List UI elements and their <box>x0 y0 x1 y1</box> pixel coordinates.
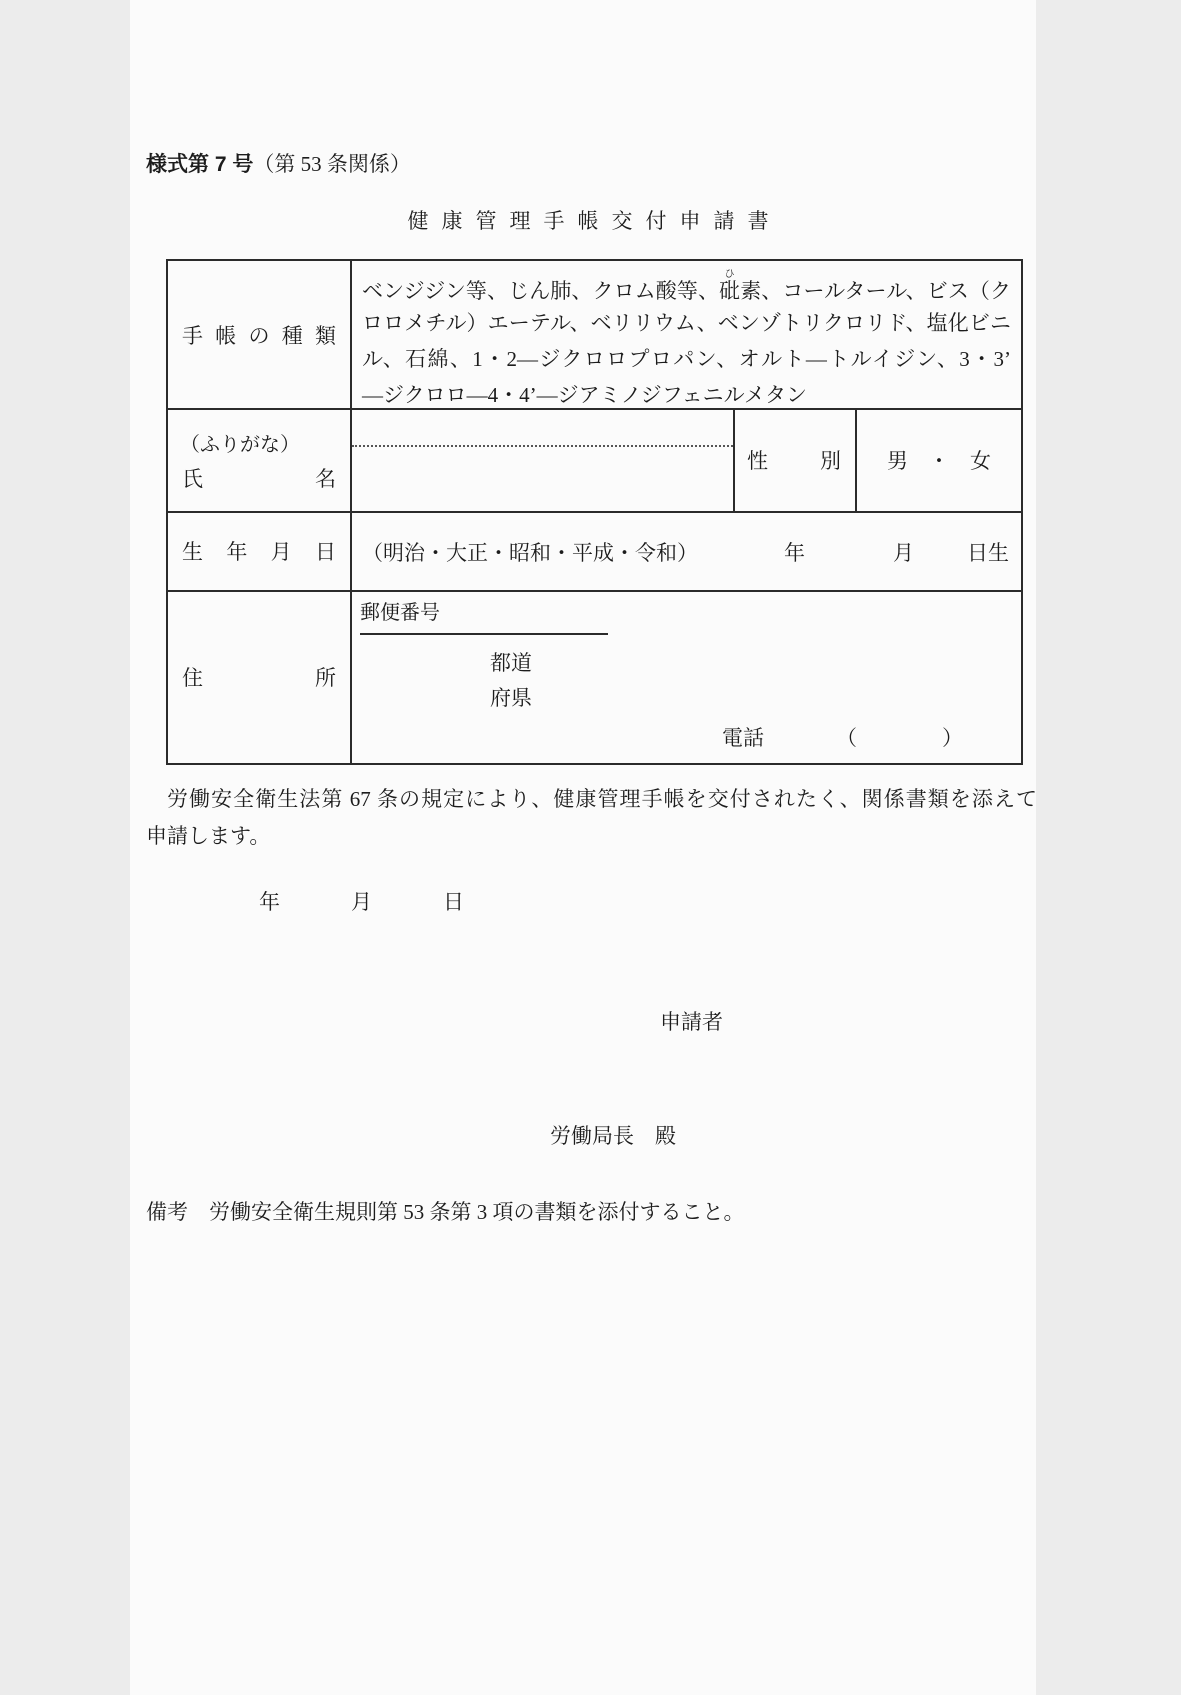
birth-day-label: 日生 <box>967 541 1009 565</box>
phone-paren-close: ） <box>942 726 963 750</box>
name-label-cell <box>168 408 350 511</box>
phone-paren-open: （ <box>836 726 857 750</box>
handbook-type-label: 手帳の種類 <box>182 323 336 348</box>
birthdate-label-cell <box>168 511 350 590</box>
form-number: 様式第 7 号 <box>146 153 254 176</box>
statement-line1: 労働安全衛生法第 67 条の規定により、健康管理手帳を交付されたく、関係書類を添えて <box>167 787 1037 811</box>
form-header <box>146 148 411 178</box>
sex-options-cell[interactable] <box>857 408 1021 511</box>
statement-line2: 申請します。 <box>146 824 271 848</box>
era-options: （明治・大正・昭和・平成・令和） <box>362 541 698 565</box>
sex-label: 性別 <box>747 448 841 473</box>
application-statement <box>146 781 1037 855</box>
handbook-type-line2: ロロメチル）エーテル、ベリリウム、ベンゾトリクロリド、塩化ビニ <box>362 311 1011 335</box>
date-day-label: 日 <box>443 890 464 914</box>
postal-code-field[interactable]: 郵便番号 <box>360 596 608 635</box>
page-title: 健康管理手帳交付申請書 <box>407 209 782 233</box>
birthdate-label: 生年月日 <box>182 539 336 564</box>
applicant-label: 申請者 <box>660 1010 723 1034</box>
application-table <box>166 259 1023 765</box>
address-label: 住所 <box>182 665 336 690</box>
ruby-hi: 砒ひ <box>719 269 741 303</box>
name-input-area[interactable] <box>352 408 733 511</box>
form-reference: （第 53 条関係） <box>253 152 411 176</box>
handbook-type-value-cell <box>352 261 1021 408</box>
handbook-type-line3: ル、石綿、1・2―ジクロロプロパン、オルト―トルイジン、3・3’ <box>362 347 1011 371</box>
name-label: 氏名 <box>182 467 336 491</box>
prefecture-suffix: 都道 府県 <box>490 651 532 710</box>
phone-label: 電話 <box>722 726 764 750</box>
furigana-label: （ふりがな） <box>180 434 300 456</box>
handbook-type-label-cell <box>168 261 350 408</box>
address-label-cell <box>168 590 350 763</box>
birth-year-label: 年 <box>784 541 805 565</box>
birthdate-value-cell[interactable] <box>352 511 1021 590</box>
sex-options: 男・女 <box>887 448 991 473</box>
remarks-note: 備考 労働安全衛生規則第 53 条第 3 項の書類を添付すること。 <box>146 1200 745 1224</box>
birth-month-label: 月 <box>893 541 914 565</box>
address-value-cell[interactable] <box>352 590 1021 763</box>
sex-label-cell <box>735 408 853 511</box>
furigana-name-separator <box>352 445 733 447</box>
date-month-label: 月 <box>351 890 372 914</box>
handbook-type-line4: ―ジクロロ―4・4’―ジアミノジフェニルメタン <box>362 383 808 407</box>
handbook-type-line1: ベンジジン等、じん肺、クロム酸等、砒ひ素、コールタール、ビス（ク <box>362 269 1012 303</box>
date-year-label: 年 <box>259 890 280 914</box>
addressee-line: 労働局長 殿 <box>550 1124 676 1148</box>
